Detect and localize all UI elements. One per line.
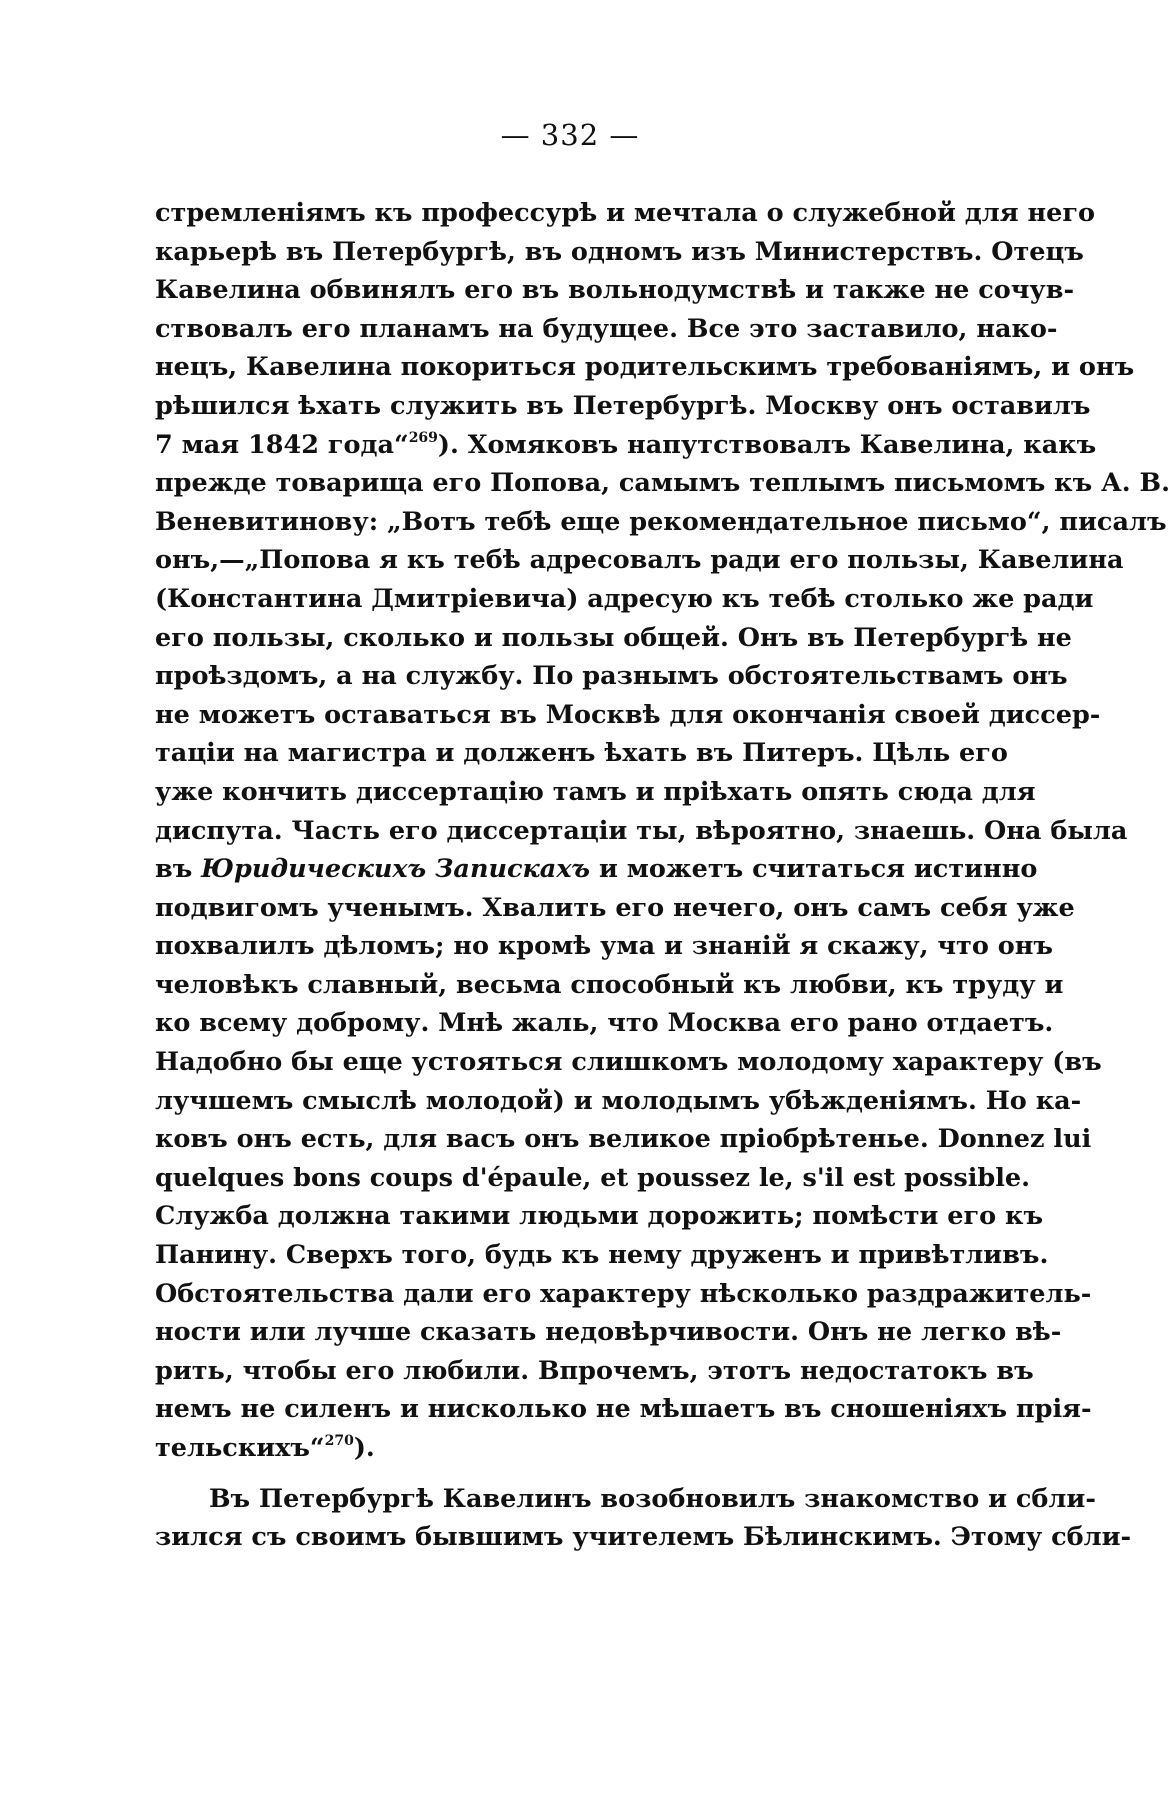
line-text: рить, чтобы его любили. Впрочемъ, этотъ недостатокъ въ bbox=[155, 1355, 1034, 1386]
text-line bbox=[155, 734, 1007, 773]
line-text: лучшемъ смыслѣ молодой) и молодымъ убѣжденіямъ. Но ка- bbox=[155, 1085, 1082, 1116]
text-line bbox=[155, 966, 1064, 1005]
text-line bbox=[155, 387, 1091, 426]
text-line bbox=[155, 1518, 1132, 1557]
text-line bbox=[155, 1390, 1092, 1429]
text-line bbox=[155, 619, 1072, 658]
line-text: Веневитинову: „Вотъ тебѣ еще рекомендательное письмо“, писалъ bbox=[155, 506, 1167, 537]
text-line bbox=[155, 773, 1036, 812]
paragraph-gap bbox=[155, 1468, 1007, 1480]
text-line bbox=[155, 1480, 1096, 1519]
line-text: ности или лучше сказать недовѣрчивости. Онъ не легко вѣ- bbox=[155, 1317, 1062, 1348]
text-line bbox=[155, 1082, 1082, 1121]
line-text-continued: ). Хомяковъ напутствовалъ Кавелина, какъ bbox=[437, 429, 1097, 460]
text-line bbox=[155, 426, 1097, 465]
line-text: Кавелина обвинялъ его въ вольнодумствѣ и также не сочув- bbox=[155, 275, 1075, 306]
line-text: стремленіямъ къ профессурѣ и мечтала о служебной для него bbox=[155, 198, 1096, 228]
line-text-continued: ). bbox=[353, 1433, 375, 1463]
line-text: нецъ, Кавелина покориться родительскимъ требованіямъ, и онъ bbox=[155, 352, 1135, 383]
text-line bbox=[155, 696, 1101, 735]
line-text: уже кончить диссертацію тамъ и пріѣхать опять сюда для bbox=[155, 776, 1036, 807]
text-line bbox=[155, 580, 1094, 619]
line-text: карьерѣ въ Петербургѣ, въ одномъ изъ Министерствъ. Отецъ bbox=[155, 236, 1084, 267]
text-line bbox=[155, 541, 1124, 580]
text-line bbox=[155, 850, 1038, 889]
line-text: Панину. Сверхъ того, будь къ нему друженъ и привѣтливъ. bbox=[155, 1240, 1049, 1271]
line-text: подвигомъ ученымъ. Хвалить его нечего, онъ самъ себя уже bbox=[155, 892, 1075, 923]
line-text: въ bbox=[155, 854, 202, 885]
line-text: quelques bons coups d'épaule, et poussez le, s'il est possible. bbox=[155, 1162, 1031, 1193]
line-text: не можетъ оставаться въ Москвѣ для окончанія своей диссер- bbox=[155, 699, 1101, 730]
line-text: онъ,—„Попова я къ тебѣ адресовалъ ради его пользы, Кавелина bbox=[155, 545, 1124, 576]
line-text: человѣкъ славный, весьма способный къ любви, къ труду и bbox=[155, 969, 1064, 1000]
line-text: ствовалъ его планамъ на будущее. Все это заставило, нако- bbox=[155, 313, 1058, 344]
line-text: Обстоятельства дали его характеру нѣсколько раздражитель- bbox=[155, 1278, 1092, 1309]
line-text: Служба должна такими людьми дорожить; помѣсти его къ bbox=[155, 1201, 1044, 1232]
line-text: его пользы, сколько и пользы общей. Онъ въ Петербургѣ не bbox=[155, 622, 1072, 653]
line-text: ко всему доброму. Мнѣ жаль, что Москва его рано отдаетъ. bbox=[155, 1008, 1054, 1039]
text-line bbox=[155, 1313, 1062, 1352]
text-line bbox=[155, 310, 1058, 349]
footnote-ref: 270 bbox=[324, 1433, 354, 1449]
line-text: Надобно бы еще устояться слишкомъ молодому характеру (въ bbox=[155, 1047, 1102, 1078]
text-line bbox=[155, 1197, 1044, 1236]
footnote-ref: 269 bbox=[408, 429, 438, 446]
text-line bbox=[155, 464, 1170, 503]
text-line bbox=[155, 1004, 1054, 1043]
text-line bbox=[155, 657, 1068, 696]
line-text: похвалилъ дѣломъ; но кромѣ ума и знаній я скажу, что онъ bbox=[155, 931, 1053, 962]
line-text: ковъ онъ есть, для васъ онъ великое пріобрѣтенье. Donnez lui bbox=[155, 1124, 1092, 1155]
line-text-continued: и можетъ считаться истинно bbox=[590, 854, 1038, 885]
line-text: зился съ своимъ бывшимъ учителемъ Бѣлинскимъ. Этому сбли- bbox=[155, 1522, 1132, 1553]
text-line bbox=[155, 1120, 1092, 1159]
page-number: — 332 — bbox=[500, 118, 640, 152]
text-line bbox=[155, 1043, 1102, 1082]
text-line bbox=[155, 889, 1075, 928]
text-line bbox=[155, 1352, 1034, 1391]
line-text: таціи на магистра и долженъ ѣхать въ Питеръ. Цѣль его bbox=[155, 738, 1008, 769]
line-text: тельскихъ“ bbox=[155, 1433, 325, 1463]
line-text: 7 мая 1842 года“ bbox=[155, 429, 409, 460]
line-text: прежде товарища его Попова, самымъ теплымъ письмомъ къ А. В. bbox=[155, 468, 1170, 499]
italic-title: Юридическихъ Запискахъ bbox=[201, 854, 591, 885]
line-text: рѣшился ѣхать служить въ Петербургѣ. Москву онъ оставилъ bbox=[155, 390, 1091, 421]
line-text: диспута. Часть его диссертаціи ты, вѣроятно, знаешь. Она была bbox=[155, 815, 1128, 846]
text-line bbox=[155, 1236, 1049, 1275]
text-line bbox=[155, 348, 1135, 387]
body-text bbox=[155, 194, 1170, 1557]
text-line bbox=[155, 927, 1053, 966]
line-text: Въ Петербургѣ Кавелинъ возобновилъ знакомство и сбли- bbox=[209, 1483, 1096, 1514]
line-text: проѣздомъ, а на службу. По разнымъ обстоятельствамъ онъ bbox=[155, 661, 1068, 692]
text-line bbox=[155, 1275, 1092, 1314]
text-line bbox=[155, 233, 1084, 272]
text-line bbox=[155, 503, 1167, 542]
text-line bbox=[155, 194, 1096, 233]
text-line bbox=[155, 271, 1075, 310]
line-text: немъ не силенъ и нисколько не мѣшаетъ въ сношеніяхъ прія- bbox=[155, 1394, 1092, 1425]
line-text: (Константина Дмитріевича) адресую къ тебѣ столько же ради bbox=[155, 583, 1094, 614]
text-line bbox=[155, 1429, 1007, 1468]
text-line bbox=[155, 1159, 1031, 1198]
text-line bbox=[155, 812, 1128, 851]
